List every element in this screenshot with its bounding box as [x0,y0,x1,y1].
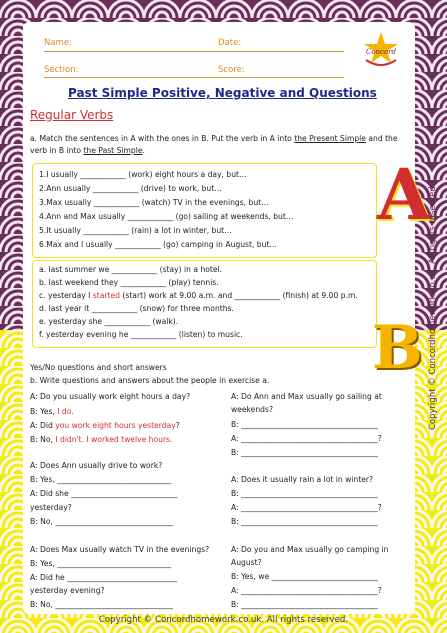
sentence-a5[interactable]: 5.It usually ____________ (rain) a lot in winter, but… [39,226,232,235]
sentence-a4[interactable]: 4.Ann and Max usually ____________ (go) sailing at weekends, but… [39,212,294,221]
letter-b-badge: B [372,313,423,383]
qa-l2-answer2[interactable]: A: Did she ____________________________ [30,489,178,498]
qa-l2-answer3[interactable]: B: No, _______________________________ [30,517,174,526]
letter-a-badge: A [377,153,432,236]
section-line[interactable] [44,77,344,78]
name-label: Name: [44,38,72,48]
qa-l3-answer3[interactable]: B: No, _______________________________ [30,600,174,609]
exercise-a-instruction: a. Match the sentences in A with the ones in B. Put the verb in A into the Present Simple and the verb in B into the Past Simple. [30,134,398,155]
qa-l2-answer1[interactable]: B: Yes, ______________________________ [30,475,172,484]
qa-r3-answer1[interactable]: B: Yes, we ____________________________ [231,572,378,581]
sentence-b1[interactable]: a. last summer we ____________ (stay) in a hotel. [39,265,223,274]
section-b-heading: Yes/No questions and short answers [30,363,167,372]
qa-r2-answer3[interactable]: B: ____________________________________ [231,517,378,526]
score-label: Score: [218,65,245,75]
sentence-b6[interactable]: f. yesterday evening he ____________ (listen) to music. [39,330,243,339]
worksheet-subtitle: Regular Verbs [30,108,114,122]
name-line[interactable] [44,51,344,52]
qa-r2-answer2[interactable]: A: ____________________________________? [231,503,382,512]
sentence-b3[interactable]: c. yesterday I started (start) work at 9.00 a.m. and ____________ (finish) at 9.00 p.m. [39,291,358,300]
qa-r3-line1: A: Do you and Max usually go camping in [231,545,389,554]
qa-r2-answer1[interactable]: B: ____________________________________ [231,489,378,498]
qa-l3-answer2[interactable]: A: Did he _____________________________ [30,573,178,582]
qa-r1-answer3[interactable]: B: ____________________________________ [231,448,378,457]
qa-l3-line4: yesterday evening? [30,586,105,595]
qa-r3-answer2[interactable]: A: ____________________________________? [231,586,382,595]
section-b-instruction: b. Write questions and answers about the people in exercise a. [30,376,270,385]
date-label: Date: [218,38,242,48]
sentence-a6[interactable]: 6.Max and I usually ____________ (go) camping in August, but… [39,240,278,249]
footer-copyright: Copyright © Concordhomework.co.uk. All rights reserved. [98,615,349,625]
sentence-a2[interactable]: 2.Ann usually ____________ (drive) to work, but… [39,184,222,193]
qa-l3-answer1[interactable]: B: Yes, ______________________________ [30,559,172,568]
qa-l1-line4: B: No, I didn't. I worked twelve hours. [30,435,173,444]
qa-r2-line1: A: Does it usually rain a lot in winter? [231,475,374,484]
vertical-copyright: Copyright © Concordhomework.co.uk. All rights reserved. [428,183,438,430]
exercise-box-a [32,163,377,258]
exercise-box-b [32,260,377,348]
logo-text: Concord [365,48,397,56]
qa-l2-line1: A: Does Ann usually drive to work? [30,461,163,470]
sentence-a1[interactable]: 1.I usually ____________ (work) eight hours a day, but… [39,170,247,179]
qa-r3-answer3[interactable]: B: ____________________________________ [231,600,378,609]
qa-l2-line4: yesterday? [30,503,72,512]
qa-l1-line1: A: Do you usually work eight hours a day? [30,392,191,401]
qa-r3-line2: August? [231,558,262,567]
qa-r1-line2: weekends? [231,405,273,414]
sentence-b5[interactable]: e. yesterday she ____________ (walk). [39,317,179,326]
qa-r1-answer1[interactable]: B: ____________________________________ [231,420,378,429]
sentence-a3[interactable]: 3.Max usually ____________ (watch) TV in the evenings, but… [39,198,269,207]
qa-r1-line1: A: Do Ann and Max usually go sailing at [231,392,382,401]
sentence-b2[interactable]: b. last weekend they ____________ (play) tennis. [39,278,219,287]
qa-l3-line1: A: Does Max usually watch TV in the evenings? [30,545,210,554]
qa-l1-line3: A: Did you work eight hours yesterday? [30,421,180,430]
sentence-b4[interactable]: d. last year it ____________ (snow) for three months. [39,304,234,313]
qa-r1-answer2[interactable]: A: ____________________________________? [231,434,382,443]
section-label: Section: [44,65,79,75]
worksheet-title: Past Simple Positive, Negative and Questions [68,86,377,100]
qa-l1-line2: B: Yes, I do. [30,407,74,416]
concord-logo [356,30,406,74]
